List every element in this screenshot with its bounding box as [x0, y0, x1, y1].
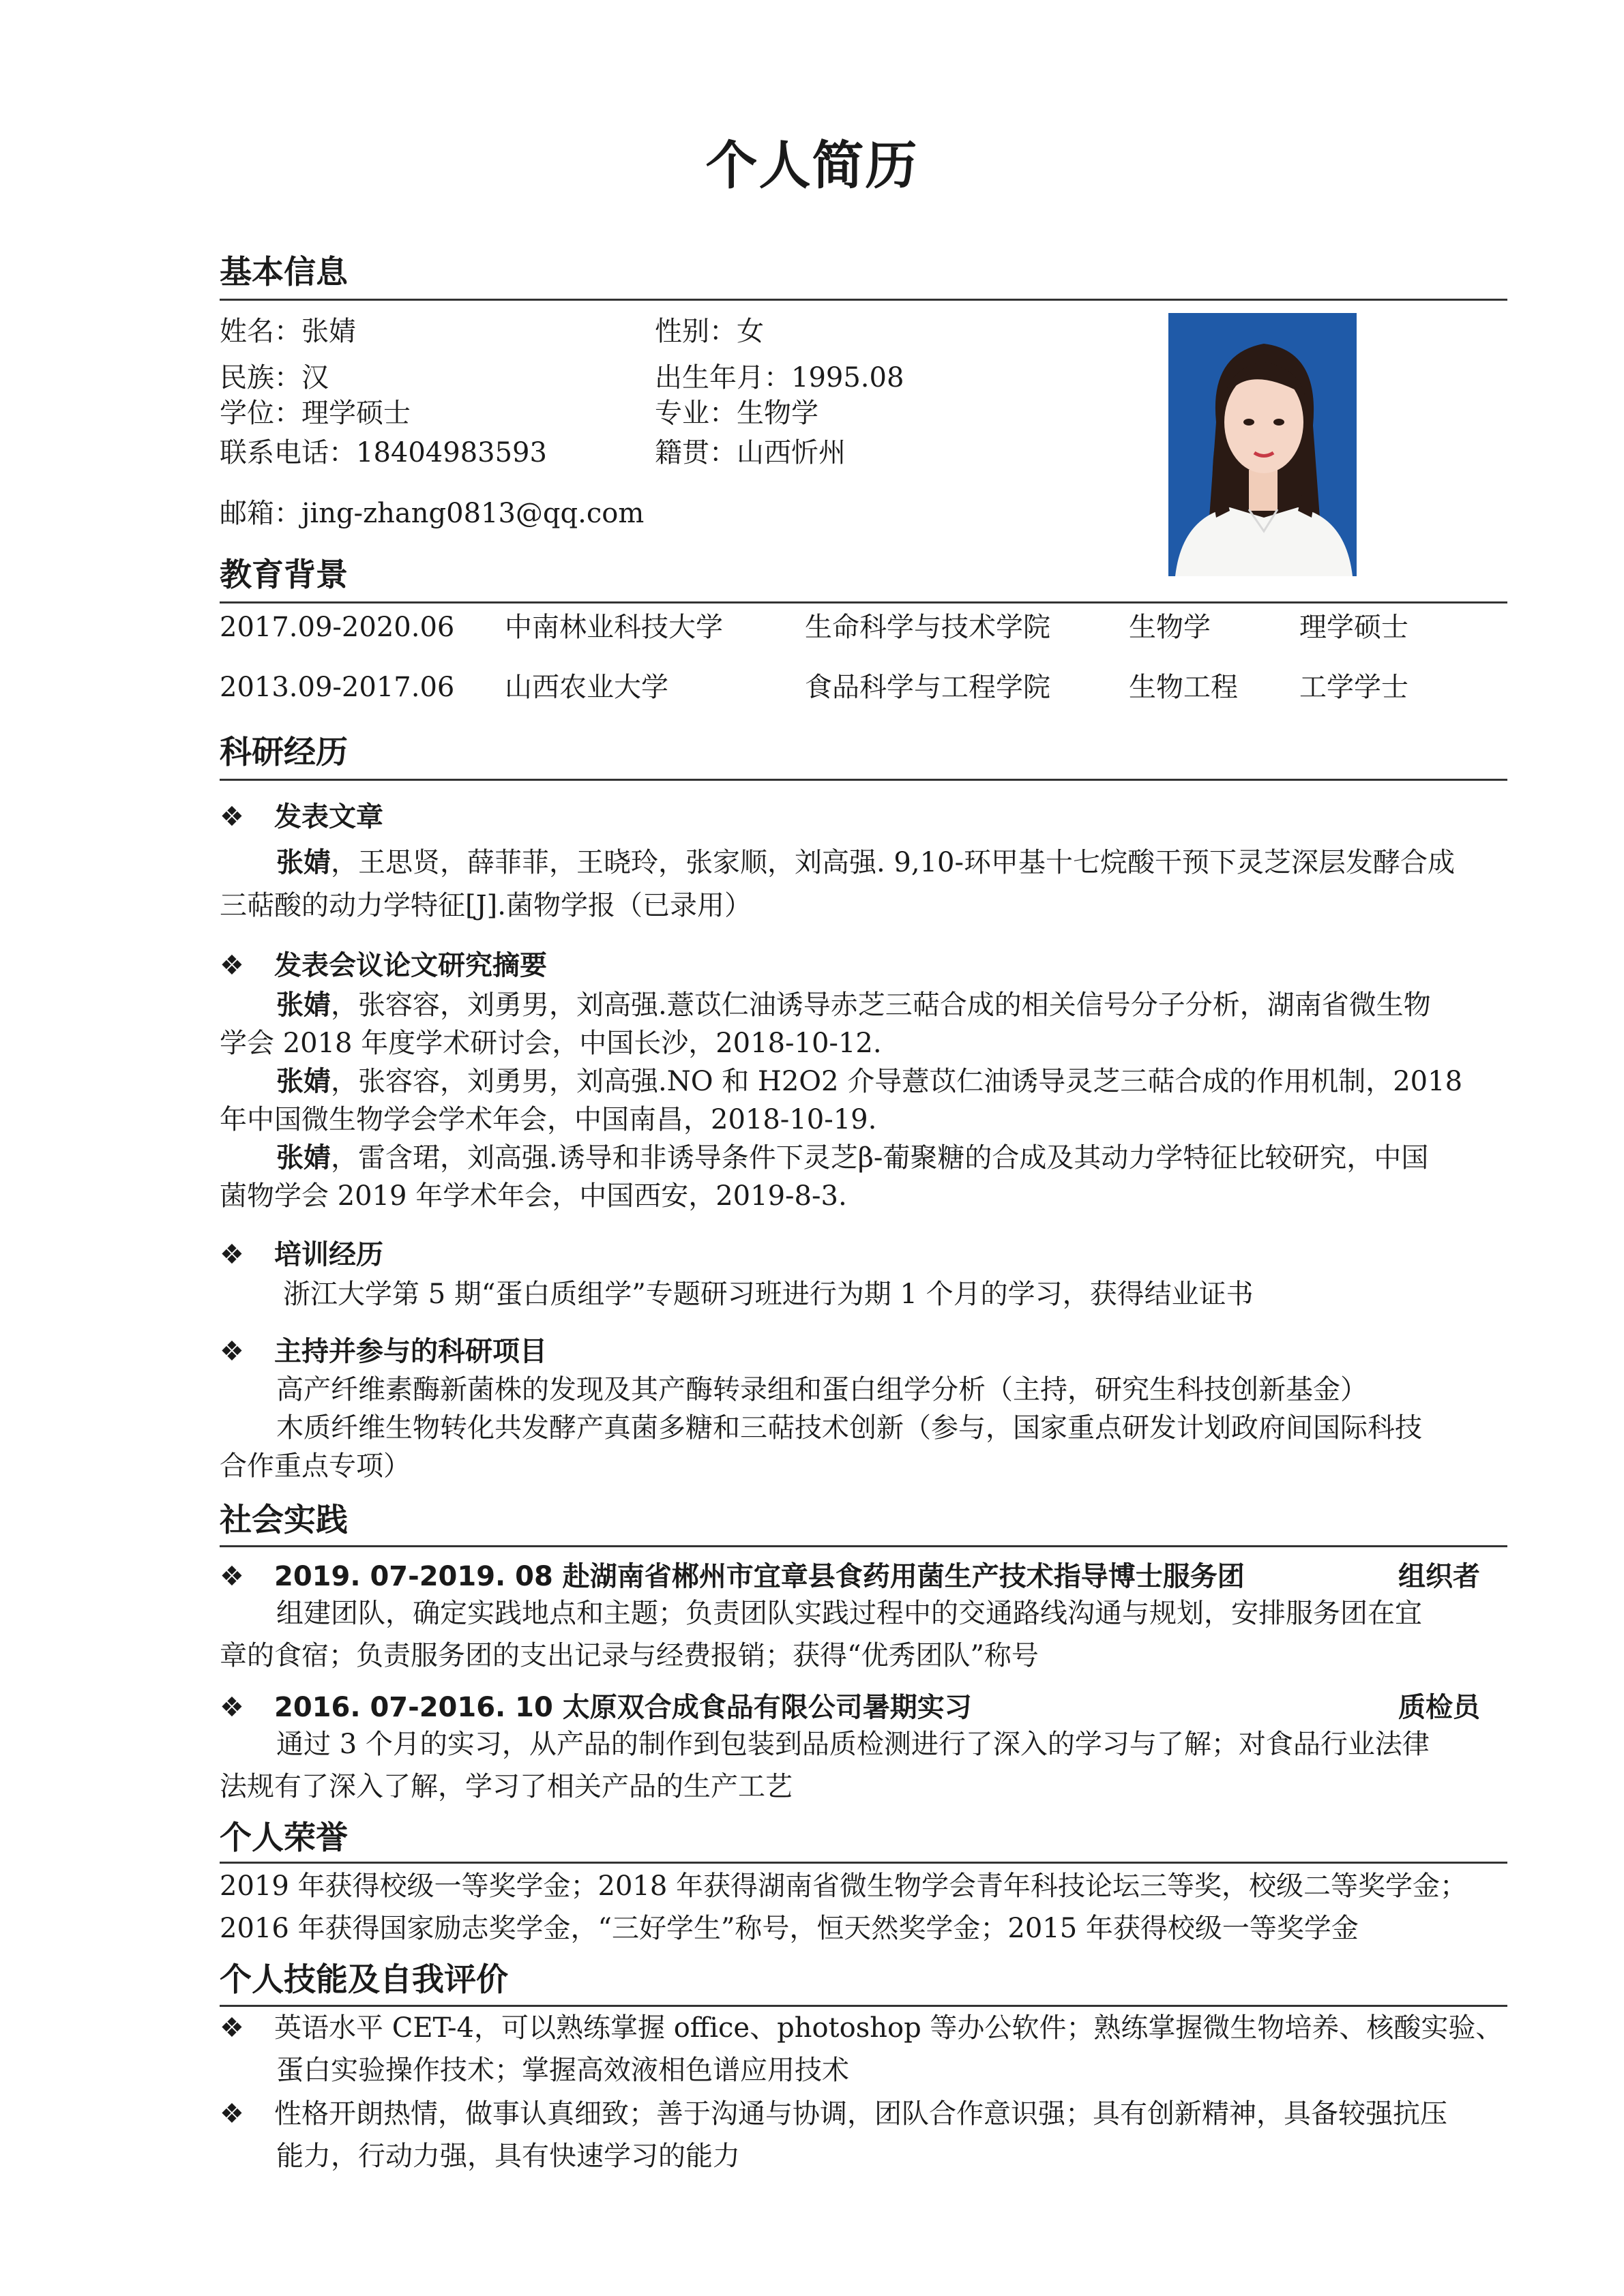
section-title-practice: 社会实践 [220, 1502, 348, 1539]
honors-line: 2019 年获得校级一等奖学金；2018 年获得湖南省微生物学会青年科技论坛三等奖，校级二等奖学金； [220, 1870, 1468, 1902]
diamond-bullet-icon: ❖ [220, 1692, 244, 1723]
major-field: 专业：生物学 [655, 398, 818, 429]
ethnicity-field: 民族：汉 [220, 362, 329, 393]
subsection-conference: ❖ 发表会议论文研究摘要 [220, 950, 547, 981]
subsection-training: ❖ 培训经历 [220, 1239, 383, 1270]
section-divider [220, 601, 1507, 603]
gender-field: 性别：女 [655, 316, 764, 347]
edu-major: 生物学 [1129, 612, 1211, 643]
section-divider [220, 2005, 1507, 2007]
edu-school: 中南林业科技大学 [505, 612, 723, 643]
section-title-basic: 基本信息 [220, 254, 348, 291]
edu-college: 食品科学与工程学院 [805, 672, 1050, 703]
practice-line: 章的食宿；负责服务团的支出记录与经费报销；获得“优秀团队”称号 [220, 1640, 1039, 1671]
diamond-bullet-icon: ❖ [220, 2012, 244, 2044]
project-line: 木质纤维生物转化共发酵产真菌多糖和三萜技术创新（参与，国家重点研发计划政府间国际科技 [276, 1412, 1422, 1444]
section-title-research: 科研经历 [220, 734, 348, 771]
conference-line: 学会 2018 年度学术研讨会，中国长沙，2018-10-12. [220, 1028, 882, 1059]
conference-line: 张婧，雷含珺，刘高强.诱导和非诱导条件下灵芝β-葡聚糖的合成及其动力学特征比较研究，中国 [276, 1142, 1429, 1174]
section-title-education: 教育背景 [220, 556, 348, 594]
phone-field: 联系电话：18404983593 [220, 437, 547, 468]
edu-college: 生命科学与技术学院 [805, 612, 1050, 643]
native-place-field: 籍贯：山西忻州 [655, 437, 846, 468]
profile-photo [1168, 313, 1357, 576]
practice-header: ❖ 2019. 07-2019. 08 赴湖南省郴州市宜章县食药用菌生产技术指导博士服务团 [220, 1561, 1245, 1592]
conference-line: 年中国微生物学会学术年会，中国南昌，2018-10-19. [220, 1104, 877, 1135]
skill-line: 能力，行动力强，具有快速学习的能力 [276, 2141, 740, 2172]
training-line: 浙江大学第 5 期“蛋白质组学”专题研习班进行为期 1 个月的学习，获得结业证书 [283, 1279, 1254, 1310]
edu-period: 2013.09-2017.06 [220, 672, 455, 703]
project-line: 合作重点专项） [220, 1450, 411, 1482]
section-divider [220, 1545, 1507, 1547]
practice-role: 组织者 [1398, 1561, 1480, 1592]
section-title-skills: 个人技能及自我评价 [220, 1961, 508, 1999]
diamond-bullet-icon: ❖ [220, 2098, 244, 2130]
name-field: 姓名：张婧 [220, 316, 356, 347]
practice-line: 法规有了深入了解，学习了相关产品的生产工艺 [220, 1771, 793, 1802]
edu-school: 山西农业大学 [505, 672, 668, 703]
page-title: 个人简历 [705, 135, 919, 196]
degree-field: 学位：理学硕士 [220, 398, 411, 429]
practice-line: 通过 3 个月的实习，从产品的制作到包装到品质检测进行了深入的学习与了解；对食品行业法律 [276, 1729, 1430, 1760]
conference-line: 张婧，张容容，刘勇男，刘高强.NO 和 H2O2 介导薏苡仁油诱导灵芝三萜合成的作用机制，2018 [276, 1066, 1463, 1097]
email-field: 邮箱：jing-zhang0813@qq.com [220, 498, 645, 529]
edu-period: 2017.09-2020.06 [220, 612, 455, 643]
edu-degree: 理学硕士 [1299, 612, 1408, 643]
section-divider [220, 1862, 1507, 1864]
paper-line: 张婧，王思贤，薛菲菲，王晓玲，张家顺，刘高强. 9,10-环甲基十七烷酸干预下灵芝深层发酵合成 [276, 847, 1456, 878]
project-line: 高产纤维素酶新菌株的发现及其产酶转录组和蛋白组学分析（主持，研究生科技创新基金） [276, 1374, 1368, 1405]
birth-field: 出生年月：1995.08 [655, 362, 904, 393]
diamond-bullet-icon: ❖ [220, 1336, 244, 1367]
conference-line: 张婧，张容容，刘勇男，刘高强.薏苡仁油诱导赤芝三萜合成的相关信号分子分析，湖南省微生物 [276, 989, 1431, 1021]
edu-degree: 工学学士 [1299, 672, 1408, 703]
diamond-bullet-icon: ❖ [220, 801, 244, 833]
practice-line: 组建团队，确定实践地点和主题；负责团队实践过程中的交通路线沟通与规划，安排服务团在宜 [276, 1598, 1422, 1629]
conference-line: 菌物学会 2019 年学术年会，中国西安，2019-8-3. [220, 1180, 847, 1212]
diamond-bullet-icon: ❖ [220, 950, 244, 981]
subsection-papers: ❖ 发表文章 [220, 801, 383, 833]
section-divider [220, 299, 1507, 301]
diamond-bullet-icon: ❖ [220, 1239, 244, 1270]
paper-line: 三萜酸的动力学特征[J].菌物学报（已录用） [220, 890, 752, 921]
skill-line: 蛋白实验操作技术；掌握高效液相色谱应用技术 [276, 2055, 849, 2086]
skill-line: ❖ 英语水平 CET-4，可以熟练掌握 office、photoshop 等办公软件；熟练掌握微生物培养、核酸实验、 [220, 2012, 1503, 2044]
practice-header: ❖ 2016. 07-2016. 10 太原双合成食品有限公司暑期实习 [220, 1692, 972, 1723]
skill-line: ❖ 性格开朗热情，做事认真细致；善于沟通与协调，团队合作意识强；具有创新精神，具备较强抗压 [220, 2098, 1447, 2130]
honors-line: 2016 年获得国家励志奖学金，“三好学生”称号，恒天然奖学金；2015 年获得校级一等奖学金 [220, 1913, 1359, 1944]
diamond-bullet-icon: ❖ [220, 1561, 244, 1592]
section-divider [220, 779, 1507, 781]
edu-major: 生物工程 [1129, 672, 1238, 703]
section-title-honors: 个人荣誉 [220, 1819, 348, 1857]
subsection-projects: ❖ 主持并参与的科研项目 [220, 1336, 547, 1367]
portrait-image [1168, 313, 1357, 576]
practice-role: 质检员 [1398, 1692, 1480, 1723]
